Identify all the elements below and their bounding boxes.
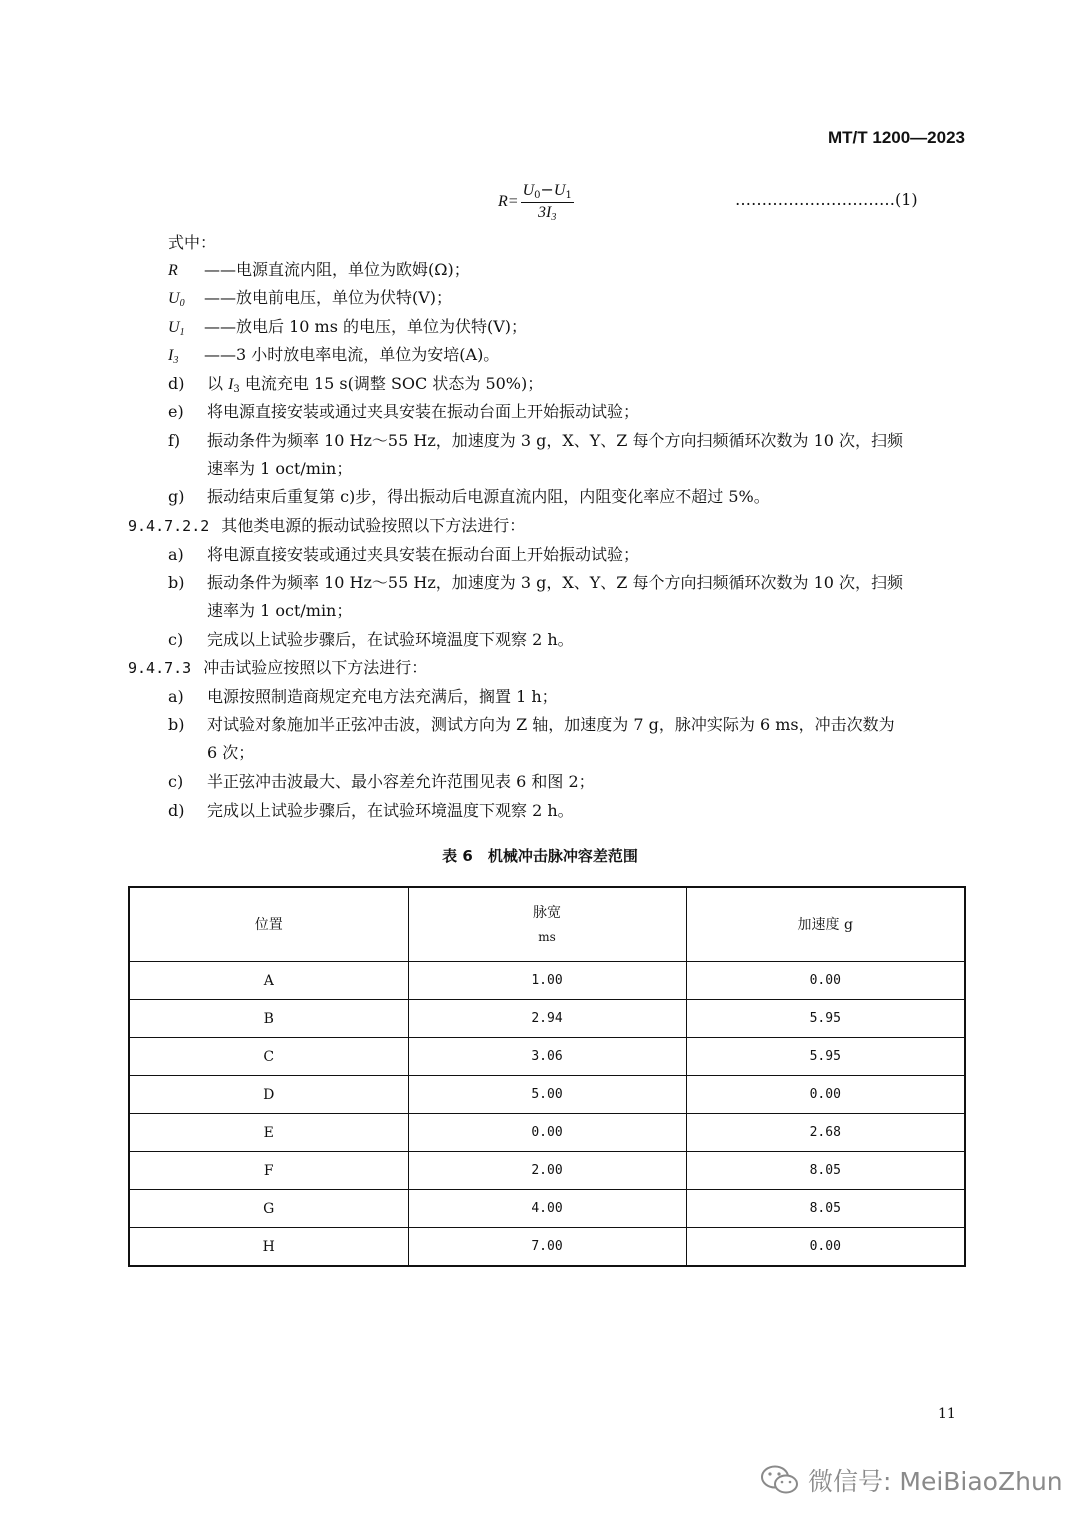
cell-acceleration: 5.95 — [686, 1000, 965, 1038]
cell-position: E — [129, 1114, 408, 1152]
cell-position: H — [129, 1228, 408, 1267]
cell-pulse-width: 1.00 — [408, 962, 686, 1000]
page-number: 11 — [938, 1406, 956, 1422]
list-item: f) 振动条件为频率 10 Hz～55 Hz，加速度为 3 g，X、Y、Z 每个方向扫频循环次数为 10 次，扫频 — [168, 431, 904, 450]
table-row — [129, 962, 965, 1000]
list-item: e) 将电源直接安装或通过夹具安装在振动台面上开始振动试验； — [168, 402, 640, 421]
list-item: d) 完成以上试验步骤后，在试验环境温度下观察 2 h。 — [168, 801, 574, 820]
cell-position: F — [129, 1152, 408, 1190]
cell-acceleration: 5.95 — [686, 1038, 965, 1076]
variable-definition: $U_0$ ——放电前电压，单位为伏特(V)； — [168, 288, 453, 309]
cell-pulse-width: 5.00 — [408, 1076, 686, 1114]
cell-pulse-width: 2.94 — [408, 1000, 686, 1038]
list-item-continuation: 6 次； — [207, 743, 255, 762]
variable-definition: $U_1$ ——放电后 10 ms 的电压，单位为伏特(V)； — [168, 317, 528, 338]
cell-pulse-width: 3.06 — [408, 1038, 686, 1076]
document-number: MT/T 1200—2023 — [827, 128, 965, 147]
header-pulse-width: 脉宽 ms — [408, 887, 686, 962]
list-item-continuation: 速率为 1 oct/min； — [207, 459, 353, 478]
table-row — [129, 1000, 965, 1038]
table-header-row — [129, 887, 965, 962]
list-item: d) 以 $I_3$ 电流充电 15 s(调整 SOC 状态为 50%)； — [168, 374, 544, 395]
cell-acceleration: 8.05 — [686, 1190, 965, 1228]
wechat-icon — [760, 1464, 800, 1496]
variable-definition: $I_3$ ——3 小时放电率电流，单位为安培(A)。 — [168, 345, 500, 366]
table-row — [129, 1190, 965, 1228]
list-item: a) 将电源直接安装或通过夹具安装在振动台面上开始振动试验； — [168, 545, 640, 564]
list-item: b) 对试验对象施加半正弦冲击波，测试方向为 Z 轴，加速度为 7 g，脉冲实际为 6 ms，冲击次数为 — [168, 715, 895, 734]
cell-pulse-width: 2.00 — [408, 1152, 686, 1190]
cell-position: B — [129, 1000, 408, 1038]
table-row — [129, 1038, 965, 1076]
table-row — [129, 1114, 965, 1152]
table-title: 表 6 机械冲击脉冲容差范围 — [442, 847, 638, 865]
header-position: 位置 — [129, 887, 408, 962]
pulse-tolerance-table — [128, 886, 966, 1267]
list-item: a) 电源按照制造商规定充电方法充满后，搁置 1 h； — [168, 687, 558, 706]
cell-position: A — [129, 962, 408, 1000]
cell-acceleration: 0.00 — [686, 1076, 965, 1114]
table-row — [129, 1076, 965, 1114]
cell-acceleration: 0.00 — [686, 1228, 965, 1267]
equation-number: …………………………(1) — [735, 190, 918, 209]
where-label: 式中： — [168, 233, 217, 252]
list-item: g) 振动结束后重复第 c)步，得出振动后电源直流内阻，内阻变化率应不超过 5%。 — [168, 487, 770, 506]
watermark: 微信号: MeiBiaoZhun — [760, 1462, 1063, 1498]
table-row — [129, 1152, 965, 1190]
list-item: b) 振动条件为频率 10 Hz～55 Hz，加速度为 3 g，X、Y、Z 每个方向扫频循环次数为 10 次，扫频 — [168, 573, 904, 592]
section-heading: 9.4.7.2.2 其他类电源的振动试验按照以下方法进行： — [128, 516, 526, 535]
section-heading: 9.4.7.3 冲击试验应按照以下方法进行： — [128, 658, 428, 677]
variable-definition: R ——电源直流内阻，单位为欧姆(Ω)； — [168, 260, 470, 279]
list-item: c) 完成以上试验步骤后，在试验环境温度下观察 2 h。 — [168, 630, 574, 649]
cell-pulse-width: 4.00 — [408, 1190, 686, 1228]
header-acceleration: 加速度 g — [686, 887, 965, 962]
list-item-continuation: 速率为 1 oct/min； — [207, 601, 353, 620]
cell-acceleration: 2.68 — [686, 1114, 965, 1152]
formula: R= $\frac{U_0-U_1}{3I_3}$ — [498, 180, 572, 223]
table-row — [129, 1228, 965, 1267]
cell-acceleration: 8.05 — [686, 1152, 965, 1190]
cell-acceleration: 0.00 — [686, 962, 965, 1000]
cell-position: G — [129, 1190, 408, 1228]
cell-position: D — [129, 1076, 408, 1114]
cell-position: C — [129, 1038, 408, 1076]
cell-pulse-width: 0.00 — [408, 1114, 686, 1152]
cell-pulse-width: 7.00 — [408, 1228, 686, 1267]
list-item: c) 半正弦冲击波最大、最小容差允许范围见表 6 和图 2； — [168, 772, 595, 791]
